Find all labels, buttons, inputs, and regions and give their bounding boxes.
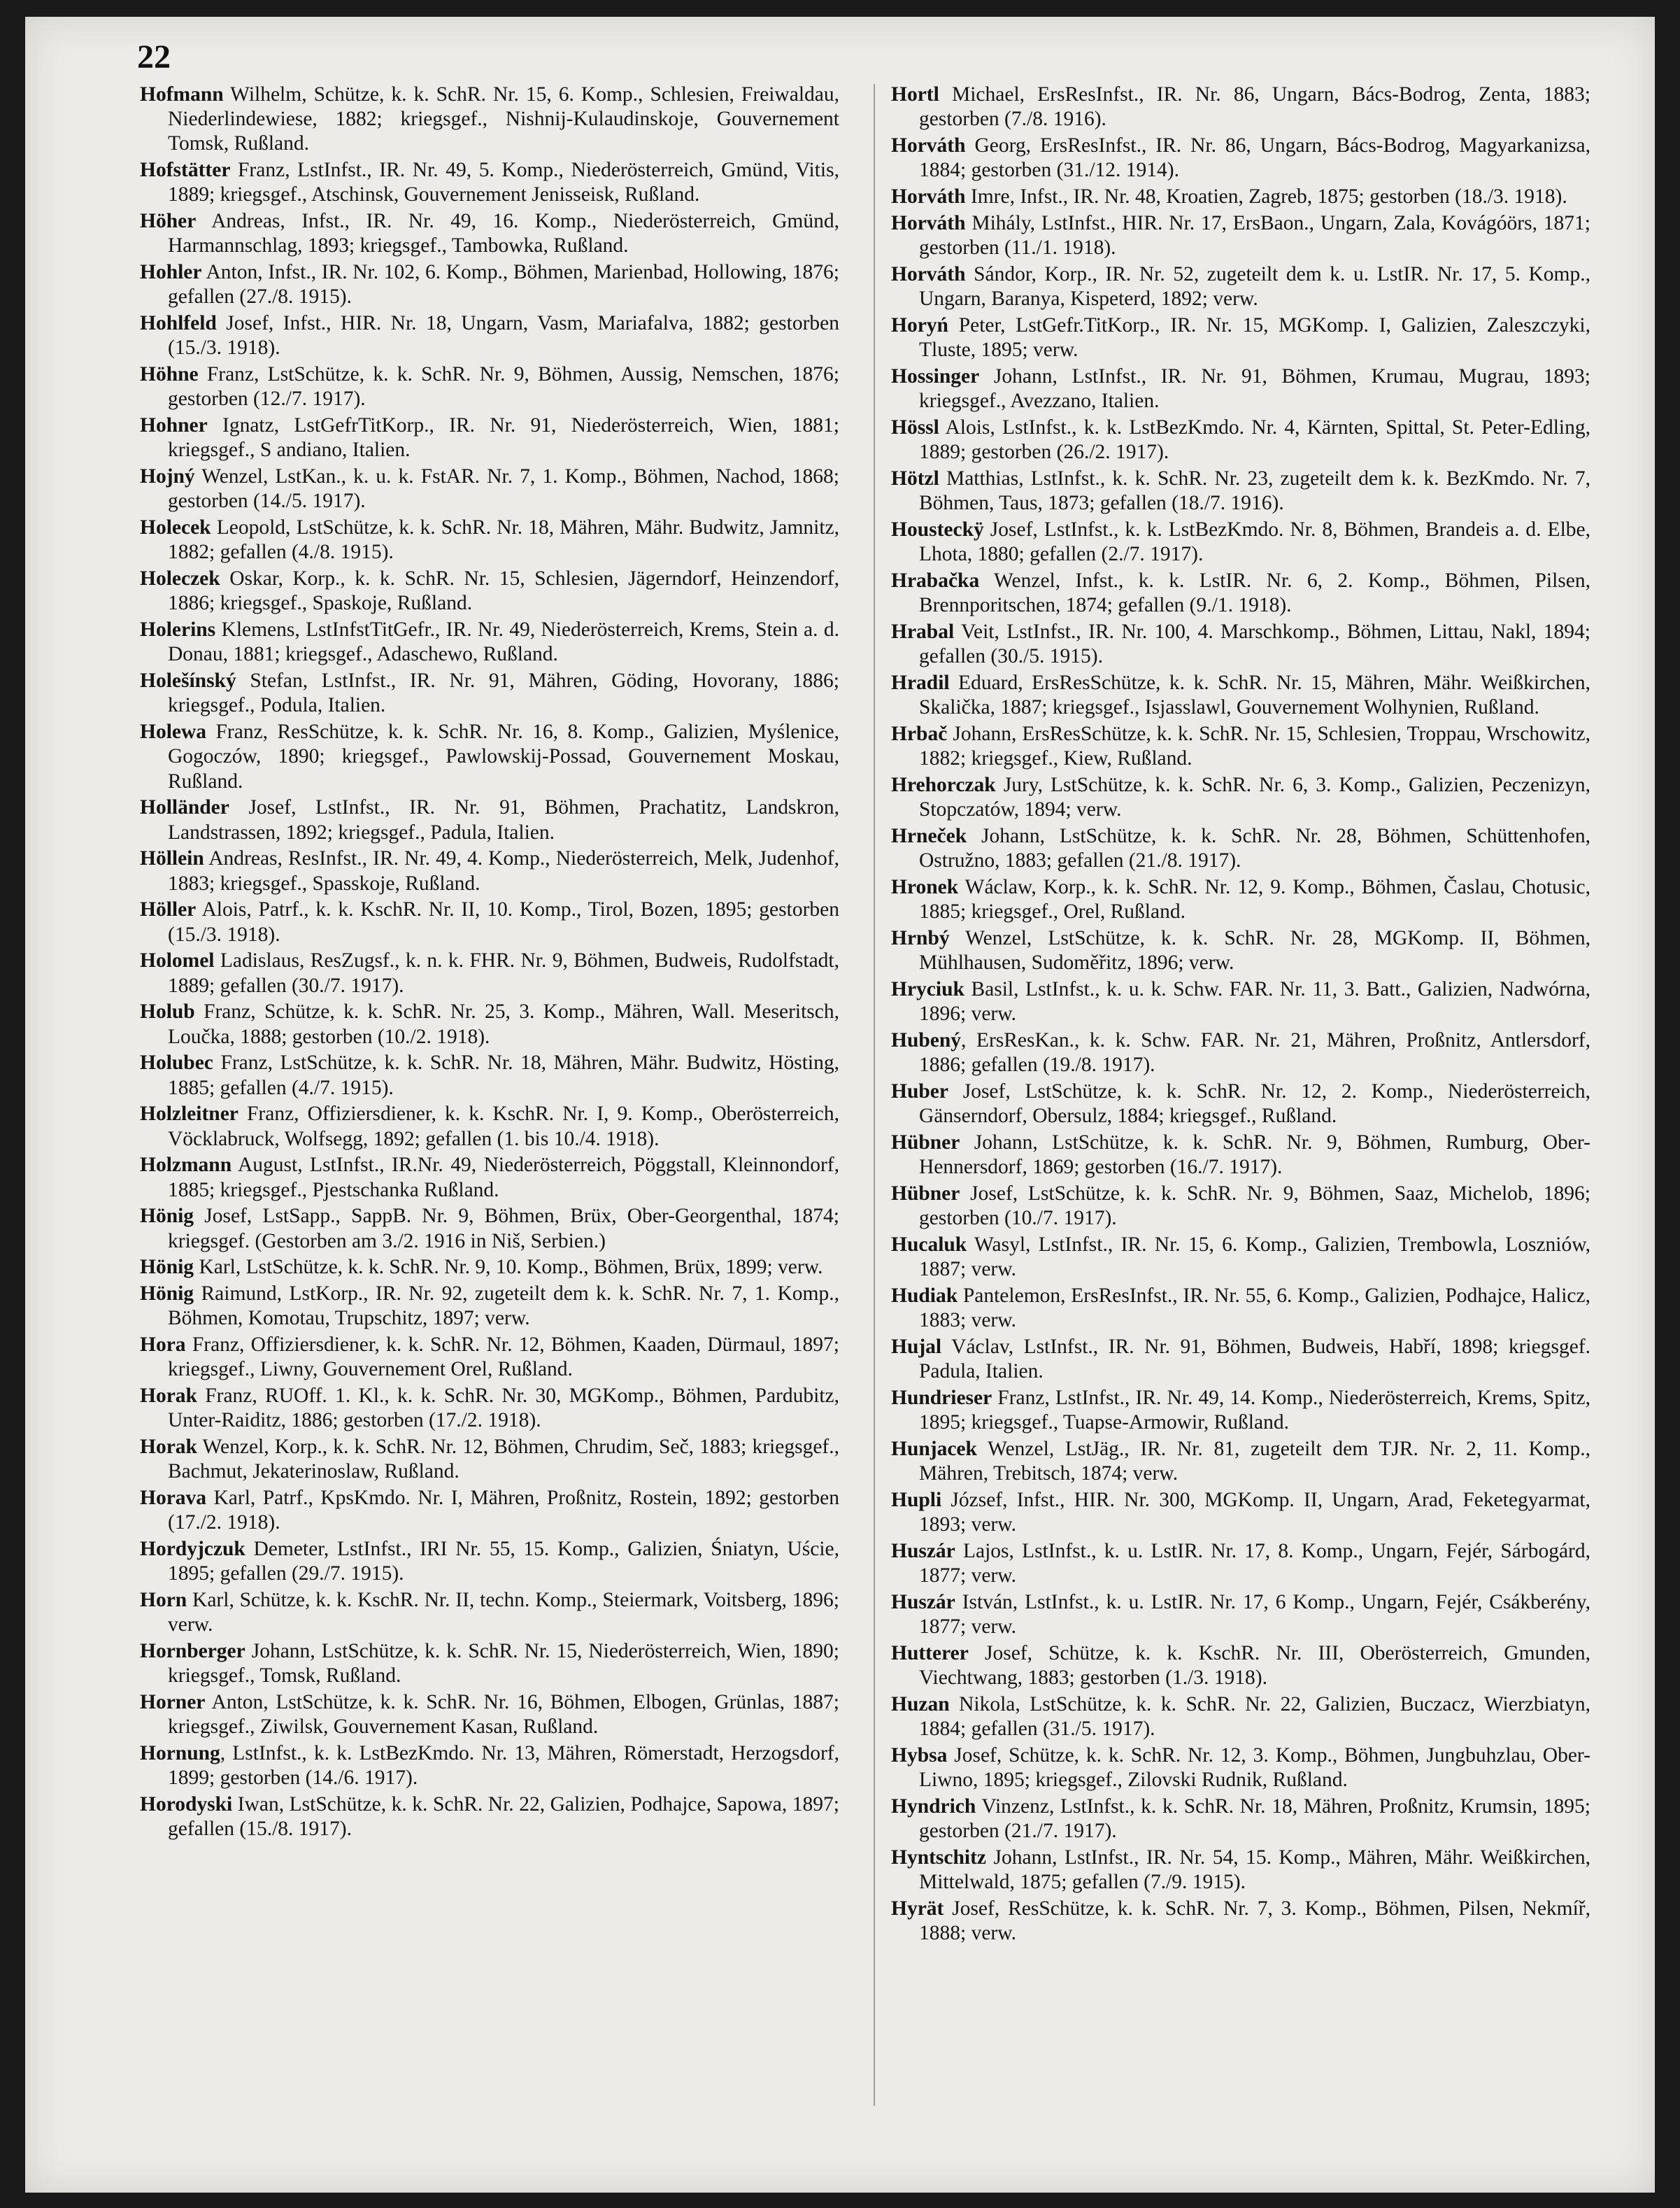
casualty-entry (891, 1386, 1590, 1435)
entry-details: Johann, ErsResSchütze, k. k. SchR. Nr. 15, Schlesien, Troppau, Wrschowitz, 1882; kriegsgef., Kiew, Rußland. (919, 722, 1590, 770)
casualty-entry (140, 1384, 839, 1433)
casualty-entry (140, 1690, 839, 1739)
entry-details: Josef, Schütze, k. k. SchR. Nr. 12, 3. Komp., Böhmen, Jungbuhzlau, Ober-Liwno, 1895; kriegsgef., Zilovski Rudnik, Rußland. (919, 1743, 1590, 1791)
entry-details: Franz, LstInfst., IR. Nr. 49, 14. Komp., Niederösterreich, Krems, Spitz, 1895; kriegsgef., Tuapse-Armowir, Rußland. (919, 1386, 1590, 1434)
casualty-entry (140, 898, 839, 947)
casualty-entry (891, 1182, 1590, 1231)
entry-surname: Hojný (140, 465, 195, 488)
casualty-entry (891, 620, 1590, 669)
casualty-entry (891, 824, 1590, 873)
casualty-entry (140, 83, 839, 157)
entry-surname: Höller (140, 898, 197, 921)
entry-details: Pantelemon, ErsResInfst., IR. Nr. 55, 6. Komp., Galizien, Podhajce, Halicz, 1883; verw. (919, 1284, 1590, 1331)
entry-details: Josef, LstSapp., SappB. Nr. 9, Böhmen, Brüx, Ober-Georgenthal, 1874; kriegsgef. (Gestorben am 3./2. 1916 in Niš, Serbien.) (168, 1205, 839, 1252)
casualty-entry (140, 1435, 839, 1484)
entry-surname: Horváth (891, 134, 966, 157)
entry-details: Wenzel, Korp., k. k. SchR. Nr. 12, Böhmen, Chrudim, Seč, 1883; kriegsgef., Bachmut, Jekaterinoslaw, Rußland. (168, 1436, 839, 1483)
casualty-entry (891, 875, 1590, 924)
entry-details: Franz, LstSchütze, k. k. SchR. Nr. 9, Böhmen, Aussig, Nemschen, 1876; gestorben (12./7. 1917). (168, 363, 839, 411)
entry-surname: Hohlfeld (140, 312, 217, 335)
entry-details: Andreas, ResInfst., IR. Nr. 49, 4. Komp., Niederösterreich, Melk, Judenhof, 1883; kriegsgef., Spasskoje, Rußland. (168, 847, 839, 895)
casualty-entry (140, 516, 839, 565)
casualty-entry (891, 211, 1590, 260)
casualty-entry (140, 413, 839, 462)
entry-surname: Hundrieser (891, 1386, 992, 1409)
casualty-entry (140, 567, 839, 616)
entry-surname: Horváth (891, 262, 966, 285)
casualty-entry (891, 1028, 1590, 1077)
entry-surname: Holerins (140, 618, 216, 642)
entry-details: Josef, LstSchütze, k. k. SchR. Nr. 12, 2. Komp., Niederösterreich, Gänserndorf, Obersulz, 1884; kriegsgef., Rußland. (919, 1080, 1590, 1127)
entry-details: Sándor, Korp., IR. Nr. 52, zugeteilt dem k. u. LstIR. Nr. 17, 5. Komp., Ungarn, Baranya, Kispeterd, 1892; verw. (919, 262, 1590, 310)
casualty-entry (140, 1741, 839, 1790)
entry-details: Franz, LstInfst., IR. Nr. 49, 5. Komp., Niederösterreich, Gmünd, Vitis, 1889; kriegsgef., Atschinsk, Gouvernement Jenisseisk, Rußland. (168, 159, 839, 206)
casualty-entry (140, 362, 839, 411)
entry-details: Andreas, Infst., IR. Nr. 49, 16. Komp., Niederösterreich, Gmünd, Harmannschlag, 1893; kriegsgef., Tambowka, Rußland. (168, 210, 839, 257)
entry-details: Franz, Offiziersdiener, k. k. KschR. Nr. I, 9. Komp., Oberösterreich, Vöcklabruck, Wolfsegg, 1892; gefallen (1. bis 10./4. 1918). (168, 1103, 839, 1150)
entry-surname: Horava (140, 1487, 207, 1510)
entry-surname: Horodyski (140, 1793, 233, 1816)
entry-surname: Hudiak (891, 1284, 958, 1307)
casualty-entry (891, 1692, 1590, 1741)
casualty-entry (891, 1795, 1590, 1843)
entry-surname: Horn (140, 1589, 187, 1612)
casualty-entry (140, 949, 839, 998)
entry-details: Ladislaus, ResZugsf., k. n. k. FHR. Nr. 9, Böhmen, Budweis, Rudolfstadt, 1889; gefallen (30./7. 1917). (168, 949, 839, 997)
entry-surname: Hönig (140, 1205, 194, 1228)
entry-details: Wenzel, LstSchütze, k. k. SchR. Nr. 28, MGKomp. II, Böhmen, Mühlhausen, Sudoměřitz, 1896; verw. (919, 926, 1590, 974)
casualty-entry (891, 977, 1590, 1026)
entry-details: Anton, Infst., IR. Nr. 102, 6. Komp., Böhmen, Marienbad, Hollowing, 1876; gefallen (27./8. 1915). (168, 261, 839, 309)
entry-details: August, LstInfst., IR.Nr. 49, Niederösterreich, Pöggstall, Kleinnondorf, 1885; kriegsgef., Pjestschanka Rußland. (168, 1154, 839, 1201)
casualty-entry (140, 260, 839, 309)
entry-surname: Holzleitner (140, 1103, 239, 1126)
entry-surname: Housteckÿ (891, 518, 984, 541)
casualty-entry (891, 83, 1590, 132)
entry-surname: Hryciuk (891, 977, 964, 1000)
casualty-entry (891, 134, 1590, 183)
entry-details: Wilhelm, Schütze, k. k. SchR. Nr. 15, 6. Komp., Schlesien, Freiwaldau, Niederlindewiese, 1882; kriegsgef., Nishnij-Kulaudinskoje, Gouvernement Tomsk, Rußland. (168, 83, 839, 155)
casualty-entry (140, 669, 839, 718)
entry-details: Franz, LstSchütze, k. k. SchR. Nr. 18, Mähren, Mähr. Budwitz, Hösting, 1885; gefallen (4./7. 1915). (168, 1052, 839, 1099)
casualty-entry (891, 722, 1590, 771)
entry-surname: Holewa (140, 721, 207, 744)
entry-details: Franz, ResSchütze, k. k. SchR. Nr. 16, 8. Komp., Galizien, Myślenice, Gogoczów, 1890; kriegsgef., Pawlowskij-Possad, Gouvernement Moskau, Rußland. (168, 721, 839, 793)
entry-surname: Hupli (891, 1488, 942, 1511)
document-page (25, 17, 1655, 2193)
entry-details: Alois, LstInfst., k. k. LstBezKmdo. Nr. 4, Kärnten, Spittal, St. Peter-Edling, 1889; gestorben (26./2. 1917). (919, 416, 1590, 463)
entry-details: Johann, LstSchütze, k. k. SchR. Nr. 9, Böhmen, Rumburg, Ober-Hennersdorf, 1869; gestorben (16./7. 1917). (919, 1131, 1590, 1178)
entry-surname: Hrnbý (891, 926, 950, 949)
entry-details: Michael, ErsResInfst., IR. Nr. 86, Ungarn, Bács-Bodrog, Zenta, 1883; gestorben (7./8. 1916). (919, 83, 1590, 131)
entry-details: Peter, LstGefr.TitKorp., IR. Nr. 15, MGKomp. I, Galizien, Zaleszczyki, Tluste, 1895; verw. (919, 313, 1590, 361)
entry-details: Karl, LstSchütze, k. k. SchR. Nr. 9, 10. Komp., Böhmen, Brüx, 1899; verw. (194, 1256, 823, 1279)
casualty-entry (140, 1051, 839, 1100)
entry-details: Matthias, LstInfst., k. k. SchR. Nr. 23, zugeteilt dem k. k. BezKmdo. Nr. 7, Böhmen, Taus, 1873; gefallen (18./7. 1916). (919, 467, 1590, 514)
casualty-entry (140, 1792, 839, 1841)
entry-surname: Huzan (891, 1692, 950, 1715)
entry-surname: Hubený (891, 1028, 962, 1052)
entry-surname: Hönig (140, 1256, 194, 1279)
casualty-entry (891, 1488, 1590, 1537)
entry-surname: Hronek (891, 875, 959, 898)
entry-surname: Hübner (891, 1182, 960, 1205)
entry-details: Stefan, LstInfst., IR. Nr. 91, Mähren, Göding, Hovorany, 1886; kriegsgef., Podula, Italien. (168, 670, 839, 717)
entry-details: Franz, RUOff. 1. Kl., k. k. SchR. Nr. 30, MGKomp., Böhmen, Pardubitz, Unter-Raiditz, 1886; gestorben (17./2. 1918). (168, 1385, 839, 1432)
entry-details: István, LstInfst., k. u. LstIR. Nr. 17, 6 Komp., Ungarn, Fejér, Csákberény, 1877; verw. (919, 1590, 1590, 1638)
entry-surname: Huszár (891, 1539, 955, 1562)
entry-details: Franz, Offiziersdiener, k. k. SchR. Nr. 12, Böhmen, Kaaden, Dürmaul, 1897; kriegsgef., Liwny, Gouvernement Orel, Rußland. (168, 1333, 839, 1381)
entry-surname: Höllein (140, 847, 204, 870)
entry-surname: Hohler (140, 261, 202, 284)
entry-surname: Hyntschitz (891, 1846, 987, 1869)
entry-details: Alois, Patrf., k. k. KschR. Nr. II, 10. Komp., Tirol, Bozen, 1895; gestorben (15./3. 1918). (168, 898, 839, 946)
casualty-entry (140, 1537, 839, 1586)
entry-details: Franz, Schütze, k. k. SchR. Nr. 25, 3. Komp., Mähren, Wall. Meseritsch, Loučka, 1888; gestorben (10./2. 1918). (168, 1000, 839, 1048)
entry-details: Oskar, Korp., k. k. SchR. Nr. 15, Schlesien, Jägerndorf, Heinzendorf, 1886; kriegsgef., Spaskoje, Rußland. (168, 567, 839, 615)
entry-details: Basil, LstInfst., k. u. k. Schw. FAR. Nr. 11, 3. Batt., Galizien, Nadwórna, 1896; verw. (919, 977, 1590, 1025)
casualty-entry (891, 185, 1590, 209)
entry-details: Vinzenz, LstInfst., k. k. SchR. Nr. 18, Mähren, Proßnitz, Krumsin, 1895; gestorben (21./7. 1917). (919, 1795, 1590, 1842)
entry-details: Johann, LstSchütze, k. k. SchR. Nr. 15, Niederösterreich, Wien, 1890; kriegsgef., Tomsk, Rußland. (168, 1640, 839, 1687)
entry-details: Leopold, LstSchütze, k. k. SchR. Nr. 18, Mähren, Mähr. Budwitz, Jamnitz, 1882; gefallen (4./8. 1915). (168, 516, 839, 564)
entry-surname: Höhne (140, 363, 199, 386)
entry-details: Johann, LstInfst., IR. Nr. 54, 15. Komp., Mähren, Mähr. Weißkirchen, Mittelwald, 1875; gefallen (7./9. 1915). (919, 1846, 1590, 1893)
casualty-entry (140, 1153, 839, 1202)
casualty-entry (891, 1437, 1590, 1486)
entry-details: Johann, LstSchütze, k. k. SchR. Nr. 28, Böhmen, Schüttenhofen, Ostružno, 1883; gefallen (21./8. 1917). (919, 824, 1590, 872)
casualty-entry (891, 1539, 1590, 1588)
casualty-entry (140, 795, 839, 844)
casualty-entry (140, 847, 839, 896)
entry-details: Josef, LstInfst., k. k. LstBezKmdo. Nr. 8, Böhmen, Brandeis a. d. Elbe, Lhota, 1880; gefallen (2./7. 1917). (919, 518, 1590, 565)
entry-surname: Hrabal (891, 620, 955, 643)
casualty-entry (891, 1335, 1590, 1384)
entry-surname: Hutterer (891, 1641, 969, 1664)
entry-details: Johann, LstInfst., IR. Nr. 91, Böhmen, Krumau, Mugrau, 1893; kriegsgef., Avezzano, Italien. (919, 365, 1590, 412)
entry-details: Imre, Infst., IR. Nr. 48, Kroatien, Zagreb, 1875; gestorben (18./3. 1918). (965, 185, 1567, 208)
entry-surname: Hyrät (891, 1897, 944, 1920)
casualty-entry (140, 158, 839, 207)
casualty-entry (891, 569, 1590, 618)
casualty-entry (891, 518, 1590, 567)
casualty-entry (140, 720, 839, 794)
casualty-entry (140, 618, 839, 667)
entry-surname: Hucaluk (891, 1233, 967, 1256)
entry-details: Josef, ResSchütze, k. k. SchR. Nr. 7, 3. Komp., Böhmen, Pilsen, Nekmíř, 1888; verw. (919, 1897, 1590, 1944)
page-number: 22 (137, 38, 171, 76)
entry-surname: Hönig (140, 1282, 194, 1305)
entry-details: , LstInfst., k. k. LstBezKmdo. Nr. 13, Mähren, Römerstadt, Herzogsdorf, 1899; gestorben (14./6. 1917). (168, 1742, 839, 1790)
casualty-entry (891, 1233, 1590, 1282)
entry-details: József, Infst., HIR. Nr. 300, MGKomp. II, Ungarn, Arad, Feketegyarmat, 1893; verw. (919, 1488, 1590, 1536)
entry-details: , ErsResKan., k. k. Schw. FAR. Nr. 21, Mähren, Proßnitz, Antlersdorf, 1886; gefallen (19./8. 1917). (919, 1028, 1590, 1076)
entry-details: Nikola, LstSchütze, k. k. SchR. Nr. 22, Galizien, Buczacz, Wierzbiatyn, 1884; gefallen (31./5. 1917). (919, 1692, 1590, 1740)
entry-surname: Hornung (140, 1742, 220, 1765)
casualty-entry (891, 926, 1590, 975)
entry-details: Wenzel, Infst., k. k. LstIR. Nr. 6, 2. Komp., Böhmen, Pilsen, Brennporitschen, 1874; gefallen (9./1. 1918). (919, 569, 1590, 616)
entry-surname: Horváth (891, 185, 966, 208)
entry-surname: Holub (140, 1000, 195, 1024)
entry-surname: Hradil (891, 671, 950, 694)
entry-surname: Hofstätter (140, 159, 231, 182)
casualty-entry (891, 1897, 1590, 1946)
entry-details: Anton, LstSchütze, k. k. SchR. Nr. 16, Böhmen, Elbogen, Grünlas, 1887; kriegsgef., Ziwilsk, Gouvernement Kasan, Rußland. (168, 1691, 839, 1739)
entry-details: Lajos, LstInfst., k. u. LstIR. Nr. 17, 8. Komp., Ungarn, Fejér, Sárbogárd, 1877; verw. (919, 1539, 1590, 1587)
casualty-entry (891, 262, 1590, 311)
entry-details: Karl, Schütze, k. k. KschR. Nr. II, techn. Komp., Steiermark, Voitsberg, 1896; verw. (168, 1589, 839, 1636)
casualty-entry (140, 1255, 839, 1280)
entry-surname: Hohner (140, 414, 208, 437)
entry-surname: Hordyjczuk (140, 1538, 245, 1561)
casualty-entry (891, 773, 1590, 822)
casualty-entry (140, 1282, 839, 1331)
entry-details: Veit, LstInfst., IR. Nr. 100, 4. Marschkomp., Böhmen, Littau, Nakl, 1894; gefallen (30./5. 1915). (919, 620, 1590, 667)
entry-surname: Hybsa (891, 1743, 948, 1767)
entry-details: Josef, Schütze, k. k. KschR. Nr. III, Oberösterreich, Gmunden, Viechtwang, 1883; gestorben (1./3. 1918). (919, 1641, 1590, 1689)
casualty-entry (891, 416, 1590, 465)
entry-details: Raimund, LstKorp., IR. Nr. 92, zugeteilt dem k. k. SchR. Nr. 7, 1. Komp., Böhmen, Komotau, Trupschitz, 1897; verw. (168, 1282, 839, 1330)
column-divider (874, 84, 875, 2106)
entry-details: Wenzel, LstKan., k. u. k. FstAR. Nr. 7, 1. Komp., Böhmen, Nachod, 1868; gestorben (14./5. 1917). (168, 465, 839, 513)
entry-details: Demeter, LstInfst., IRI Nr. 55, 15. Komp., Galizien, Śniatyn, Uście, 1895; gefallen (29./7. 1915). (168, 1538, 839, 1585)
entry-surname: Hübner (891, 1131, 960, 1154)
casualty-entry (140, 209, 839, 258)
entry-details: Iwan, LstSchütze, k. k. SchR. Nr. 22, Galizien, Podhajce, Sapowa, 1897; gefallen (15./8. 1917). (168, 1793, 839, 1841)
entry-surname: Hossinger (891, 365, 980, 388)
right-column (891, 83, 1590, 1948)
casualty-entry (891, 313, 1590, 362)
casualty-entry (891, 1284, 1590, 1333)
entry-details: Eduard, ErsResSchütze, k. k. SchR. Nr. 15, Mähren, Mähr. Weißkirchen, Skalička, 1887; kriegsgef., Isjasslawl, Gouvernement Wolhynien, Rußland. (919, 671, 1590, 719)
entry-surname: Hrehorczak (891, 773, 996, 796)
casualty-entry (140, 1333, 839, 1382)
entry-surname: Holecek (140, 516, 211, 539)
entry-surname: Holeczek (140, 567, 220, 590)
entry-surname: Hortl (891, 83, 939, 106)
casualty-entry (140, 1588, 839, 1637)
entry-surname: Hötzl (891, 467, 939, 490)
entry-surname: Holomel (140, 949, 215, 972)
entry-surname: Horner (140, 1691, 206, 1714)
entry-details: Mihály, LstInfst., HIR. Nr. 17, ErsBaon., Ungarn, Zala, Kovágóörs, 1871; gestorben (11./1. 1918). (919, 211, 1590, 259)
entry-surname: Hyndrich (891, 1795, 976, 1818)
left-column (140, 83, 839, 1843)
casualty-entry (891, 1641, 1590, 1690)
entry-details: Karl, Patrf., KpsKmdo. Nr. I, Mähren, Proßnitz, Rostein, 1892; gestorben (17./2. 1918). (168, 1487, 839, 1534)
entry-surname: Holländer (140, 796, 229, 819)
entry-surname: Hornberger (140, 1640, 245, 1663)
entry-surname: Horyń (891, 313, 948, 337)
casualty-entry (140, 465, 839, 514)
entry-details: Josef, LstSchütze, k. k. SchR. Nr. 9, Böhmen, Saaz, Michelob, 1896; gestorben (10./7. 1917). (919, 1182, 1590, 1229)
casualty-entry (891, 671, 1590, 720)
entry-surname: Horak (140, 1385, 197, 1408)
entry-surname: Horak (140, 1436, 197, 1459)
entry-surname: Höher (140, 210, 197, 233)
casualty-entry (891, 1846, 1590, 1895)
casualty-entry (140, 1486, 839, 1535)
entry-surname: Hrbač (891, 722, 948, 745)
casualty-entry (140, 311, 839, 360)
entry-surname: Huber (891, 1080, 948, 1103)
entry-details: Wenzel, LstJäg., IR. Nr. 81, zugeteilt dem TJR. Nr. 2, 11. Komp., Mähren, Trebitsch, 1874; verw. (919, 1437, 1590, 1485)
entry-surname: Holešínský (140, 670, 236, 693)
entry-details: Wáclaw, Korp., k. k. SchR. Nr. 12, 9. Komp., Böhmen, Časlau, Chotusic, 1885; kriegsgef., Orel, Rußland. (919, 875, 1590, 923)
casualty-entry (140, 1639, 839, 1688)
entry-surname: Hujal (891, 1335, 942, 1358)
entry-surname: Holubec (140, 1052, 213, 1075)
casualty-entry (891, 1743, 1590, 1792)
entry-details: Josef, Infst., HIR. Nr. 18, Ungarn, Vasm, Mariafalva, 1882; gestorben (15./3. 1918). (168, 312, 839, 360)
casualty-entry (891, 1590, 1590, 1639)
casualty-entry (891, 1080, 1590, 1128)
entry-surname: Hössl (891, 416, 939, 439)
entry-surname: Huszár (891, 1590, 955, 1613)
entry-surname: Hora (140, 1333, 186, 1357)
entry-details: Jury, LstSchütze, k. k. SchR. Nr. 6, 3. Komp., Galizien, Peczenizyn, Stopczatów, 1894; verw. (919, 773, 1590, 821)
entry-surname: Horváth (891, 211, 966, 234)
entry-surname: Hrabačka (891, 569, 980, 592)
entry-surname: Hrneček (891, 824, 967, 847)
casualty-entry (891, 365, 1590, 413)
casualty-entry (891, 1131, 1590, 1180)
entry-details: Wasyl, LstInfst., IR. Nr. 15, 6. Komp., Galizien, Trembowla, Loszniów, 1887; verw. (919, 1233, 1590, 1280)
entry-details: Georg, ErsResInfst., IR. Nr. 86, Ungarn, Bács-Bodrog, Magyarkanizsa, 1884; gestorben (31./12. 1914). (919, 134, 1590, 182)
casualty-entry (140, 1204, 839, 1253)
casualty-entry (140, 1102, 839, 1151)
casualty-entry (891, 467, 1590, 516)
entry-details: Josef, LstInfst., IR. Nr. 91, Böhmen, Prachatitz, Landskron, Landstrassen, 1892; kriegsgef., Padula, Italien. (168, 796, 839, 844)
entry-surname: Hunjacek (891, 1437, 977, 1460)
entry-details: Václav, LstInfst., IR. Nr. 91, Böhmen, Budweis, Habří, 1898; kriegsgef. Padula, Italien. (919, 1335, 1590, 1382)
casualty-entry (140, 1000, 839, 1049)
entry-details: Ignatz, LstGefrTitKorp., IR. Nr. 91, Niederösterreich, Wien, 1881; kriegsgef., S andiano, Italien. (168, 414, 839, 462)
entry-surname: Holzmann (140, 1154, 232, 1177)
entry-details: Klemens, LstInfstTitGefr., IR. Nr. 49, Niederösterreich, Krems, Stein a. d. Donau, 1881; kriegsgef., Adaschewo, Rußland. (168, 618, 839, 666)
entry-surname: Hofmann (140, 83, 224, 106)
